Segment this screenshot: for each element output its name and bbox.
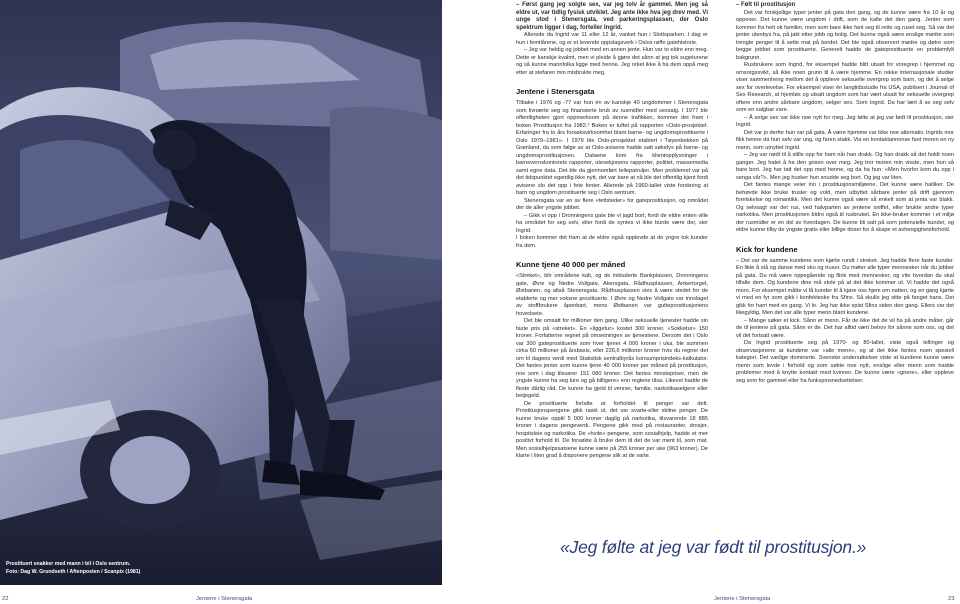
section-heading: Kick for kundene: [736, 244, 798, 254]
body-paragraph: Det var forskjellige typer jenter på gata den gang, og de kunne være fra 10 år og oppover. Det kunne være ungdom i drift, som de kalte det den gang. Jenter som kommer fra helt ok familier, men som bare ikke fant seg til rette og ruset seg. Så var det jenter utenbys fra, på jakt etter jobb og bolig. Det kunne også være enslige mødre som trengte penger til å sette mat på bordet. Det ble også observert mødre og døtre som begge jobbet som prostituerte. Generelt hadde de gateprostituerte en problemfylt bakgrunn.: [736, 9, 954, 61]
body-paragraph: I boken kommer det fram at de eldre også opplevde at de yngre tok kunder fra dem.: [516, 235, 708, 249]
body-paragraph: «Streket», blir områdene kalt, og de inkluderte Bankplassen, Dronningens gate, Øvre og Nedre Vollgate, Akersgata, Rådhusplassen, Ankertorget, Østbanen, og altså Stenersgata. Rådhusplassen sies å være stedet for de etablerte og mer voksne prostituerte. I Øvre og Nedre Vollgate var innslaget av stoffbrukere åpenbart, mens Østbanen var gutteprostitusjonens hovedsete.: [516, 273, 708, 317]
body-paragraph: Stenersgata var en av flere «tettsteder» for gateprostitusjon, og området der de aller yngste jobbet.: [516, 197, 708, 211]
photo-caption: [6, 560, 206, 576]
body-paragraph: – Mange søker et kick. Sånn er menn. Får de ikke det de vil ha på andre måter, går de til jentene på gata. Sånn er de. Det har alltid vært behov for sånne som oss, og det vil det fortsatt være.: [736, 317, 954, 339]
street-photo: [0, 0, 442, 585]
photo-credit-line: Foto: Dag W. Grundseth / Aftenposten / Scanpix (1981): [6, 569, 141, 575]
page-number-left: 22: [2, 596, 9, 602]
photo-illustration: [0, 0, 442, 585]
body-paragraph: De prostituerte fortalte at forholdet til penger var delt. Prostitusjonspengene gikk raskt ut, det var svarte-eller skitne penger. De kunne bruke opptil 5 000 kroner daglig på narkotika, tilsvarende 18 885 kroner i dagens pengeverdi. Pengene gikk med på restauranter, drosjer, hospitsleie og narkotika. De «hvite» pengene, som sosialhjelp, hadde et mer positivt forhold til. De forsøkte å bruke dem til det de var ment til, som mat. Men sosialhjelpssatsene kunne være på 255 kroner per uke (963 kroner). De klarte i liten grad å disponere pengene slik at de varte.: [516, 400, 708, 459]
body-paragraph: – Jeg var nødt til å stille opp for ham når han drakk. Og han drakk så det holdt noen ganger. Jeg hatet å ha den grisen over meg. Jeg tror moren min visste, men hun så bare bort. Jeg har tatt det opp med henne, og da ha hun: «Men hvorfor kom du opp i senga vår?». Men jeg husker hun snudde seg bort. Og jeg var liten.: [736, 152, 954, 181]
section-heading: Jentene i Stenersgata: [516, 87, 595, 96]
page-number-right: 23: [948, 596, 955, 602]
lead-paragraph: – Først gang jeg solgte sex, var jeg tolv år gammel. Men jeg så eldre ut, var tidlig fysisk utviklet. Jeg ante ikke hva jeg drev med. Vi unge stod i Stenersgata, ved parkeringsplassen, der Oslo spektrum ligger i dag, forteller Ingrid.: [516, 2, 708, 31]
body-paragraph: Tilbake i 1976 og -77 var hun én av kanskje 40 ungdommer i Stenersgata som livnærte seg og finansierte bruk av rusmidler med sexsalg. I 1977 ble offentligheten gjort oppmerksom på denne trafikken, kommer det fram i boken Prostitusjon fra 1982.² Boken er tuftet på rapporten «Oslo-prosjektet. Erfaringer fra to års forsøksvirksomhet blant barne- og ungdomsprostituerte i Oslo 1979–1981». I 1979 ble Oslo-prosjektet etablert i Tøyenbekken på Grønland, da som følge av at Oslo-avisene hadde satt søkelys på barne- og ungdomsprostitusjonen. Dataene kom fra klientopplysninger i barnevernskontorets rapporter, utesekjonens rapporter, politiet, massemedia samt egne data. Det ble da gjennomført tellepatruljer. Men problemet var på det tidspunktet egentlig ikke nytt, det var bare at nå ble det offentlig kjent fordi avisene slo det opp i fete fonter. Allerede på 1960-tallet viste forskning at barn og ungdom prostituerte seg i Oslo sentrum.: [516, 100, 708, 196]
pull-quote: «Jeg følte at jeg var født til prostitusjon.»: [560, 537, 867, 557]
article-column-2: [736, 2, 954, 385]
body-paragraph: Da Ingrid prostituerte seg på 1970- og 80-tallet, viste også tellinger og observasjonene at kundene var «alle menn», og at det ikke fantes noen spesiell kategori. Det vanlige dominerte. Svenske undersøkelser viste at kundene kunne være menn som levde i forhold og som søkte noe nytt, enslige eller menn som hadde problemer med å knytte kontakt med kvinner. De kunne være «gnere», eller oppleve seg som for gammel eller ha funksjonsnedsettelser.: [736, 340, 954, 384]
body-paragraph: – Å selge sex var ikke noe nytt for meg. Jeg følte at jeg var født til prostitusjon, sier Ingrid.: [736, 114, 954, 128]
photo-caption-line: Prostituert snakker med mann i bil i Oslo sentrum.: [6, 561, 131, 567]
running-title-right: Jentene i Stenersgata: [714, 596, 771, 602]
subheading-lead: – Følt til prostitusjon: [736, 2, 796, 8]
body-paragraph: – Det var de samme kundene som kjørte rundt i streket. Jeg hadde flere faste kunder. En likte å stå og danse med sko og truser. Du møter alle typer mennesker når du jobber på gata. Du må være oppegående og flink med mennesker, og vite hvordan du skal tilfalle dem. Og kundene dine må stole på at det ikke kommer ut. Vi hadde det også moro. For eksempel måtte vi få kunder til å kjøre oss hjem om natten, og en gang kjørte vi med en fyr som gikk i konfekteske fra Sfinx. Så skulle jeg sitte på fanget hans. Det gikk for ham med en gang. Vi lo. Jeg har ikke spist Sfinx siden den gang. Ellers var det likegyldig. Men det var alle typer menn blant kundene.: [736, 257, 954, 316]
body-paragraph: Det fantes mange veier inn i prostitusjonsmiljøene. Det kunne være halliker. De behøvde ikke bruke trusler og vold, men utbyttet sårbare jenter på drift gjennom forelskelse og romantikk. Men det kunne også være så enkelt som at jenta var blakk. Og selvsagt var det rus, ved halvparten av jentene sniffet, eller brukte andre typer narkotika. Men prostitusjonen bidro også til rusbruket. En ikke-bruker kommer i et miljø der rusmidler er en del av hverdagen. De kunne bli satt på som potensielle kunder, og eldre kunne tilby de yngste gratis eller billige doser for å skape et avhengighetsforhold.: [736, 182, 954, 233]
body-paragraph: – Jeg var heldig og jobbet med en annen jente. Hun var to eldre enn meg. Dette er kanskje kvalmt, men vi pleide å gjøre det sånn at jeg tok sugeturene og så kunne mannfolka ligge med henne. Jeg orket ikke å ha dem oppå meg etter at stefaren min misbrukte meg.: [516, 47, 708, 76]
body-paragraph: – Gikk vi opp i Dronningens gate ble vi jagd bort, fordi de eldre enten ville ha området for seg selv, eller fordi de syntes vi ikke burde være der, sier Ingrid.: [516, 212, 708, 234]
running-title-left: Jentene i Stenersgata: [196, 596, 253, 602]
body-paragraph: Rusbrukere som Ingrid, for eksempel hadde blitt utsatt for voregrep i hjemmet og omsorgssvikt, så ikke noen grunn til å være hjemme. En rekke internasjonale studier viser sammenheng mellom det å oppleve seksuelle overgrep som barn, og det å selge sex for overlevelse. For eksempel viser én langtidsstudie fra USA, publisert i Journal of Sex Research, at hjemløs og utsatt ungdom som har vært utsatt for seksuelle overgrep oftere enn andre sårbare ungdom, selger sex. Som Ingrid. Da har lært å se seg selv som en salgbar vare.: [736, 62, 954, 113]
body-paragraph: Det var jo derfor hun var på gata. Å være hjemme var ikke noe alternativ. Ingrids mor fikk henne da hun selv var ung, og faren stakk. Via en kontaktannonse fant moren en ny mann, som utnyttet Ingrid.: [736, 129, 954, 151]
section-heading: Kunne tjene 40 000 per måned: [516, 260, 626, 269]
article-column-1: [516, 2, 708, 461]
body-paragraph: Det ble omsatt for millioner den gang. Ulike seksuelle tjenester hadde sin faste pris på «streket». En «liggetur» kostet 300 kroner. «Sokketur» 150 kroner. Forfatterne regnet på omsetningen av tjenestene. Dersom det i Oslo var 300 gateprostituerte som hver tjener 4 000 kroner i uka, ble summen cirka 60 millioner på årsbasis, eller 226,6 millioner kroner hvis du regner det om til dagens verdi med Statistisk sentralbyrås konsumprisindeks-kalkulator. Det fantes jenter som kunne tjene 40 000 kroner per måned på prostitusjon, noe som i dag tilsvarer 151 080 kroner. Det fantes minstepriser, men de yngste kunne ha seg lure og gå billigere» enn reglene tilsa. Likevel hadde de fleste dårlig råd. De kunne ha gjeld til venner, familie, narkotikaselgere eller betjegeld.: [516, 318, 708, 399]
body-paragraph: Allerede da Ingrid var 11 eller 12 år, vanket hun i Slottsparken. I dag er hun i femtiårene, og er et levende oppslagsverk i Oslos røffe gatehistorie.: [516, 32, 708, 46]
